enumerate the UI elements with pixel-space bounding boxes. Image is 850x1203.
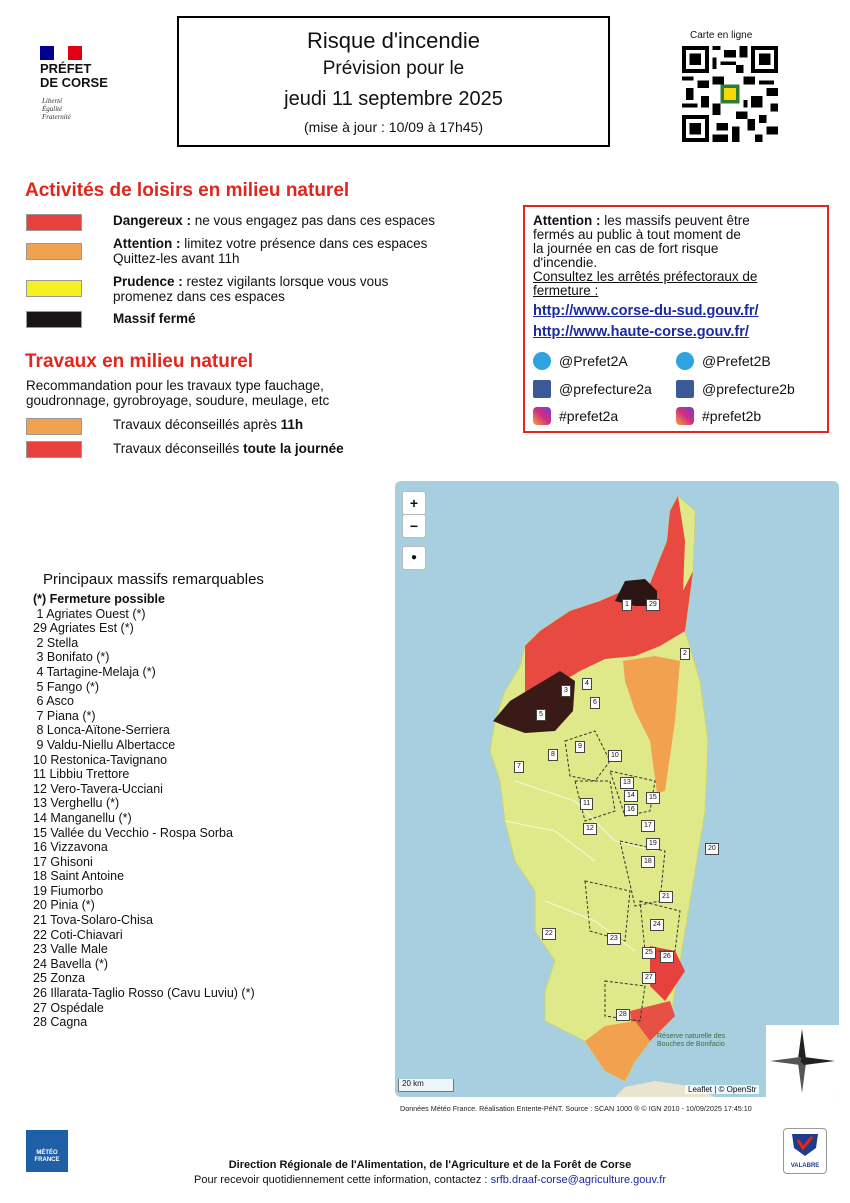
massif-list-item: 6 Asco xyxy=(33,694,74,709)
twitter-icon xyxy=(533,352,551,370)
prefet-logo xyxy=(40,62,108,90)
massif-list-item: 1 Agriates Ouest (*) xyxy=(33,606,146,621)
logo-line2: DE CORSE xyxy=(40,75,108,90)
attention-text4: d'incendie. xyxy=(533,255,598,270)
works-swatch-allday xyxy=(26,441,82,458)
works-allday xyxy=(113,441,344,456)
legend-closed xyxy=(113,311,196,326)
massif-list-item: 27 Ospédale xyxy=(33,1000,104,1015)
massif-list-item: 10 Restonica-Tavignano xyxy=(33,752,168,767)
attention-text2: fermés au public à tout moment de xyxy=(533,227,741,242)
works-intro-line1: Recommandation pour les travaux type fauchage, xyxy=(26,378,324,393)
motto-fraternite: Fraternité xyxy=(42,113,71,121)
massif-list-item: 12 Vero-Tavera-Ucciani xyxy=(33,781,163,796)
qr-code-icon[interactable] xyxy=(682,46,778,142)
attention-consult2: fermeture : xyxy=(533,283,599,298)
legend-swatch-closed xyxy=(26,311,82,328)
massif-list-item: 5 Fango (*) xyxy=(33,679,100,694)
massif-list-item: 24 Bavella (*) xyxy=(33,956,109,971)
map-massif-marker[interactable]: 21 xyxy=(659,891,673,903)
map-massif-marker[interactable]: 5 xyxy=(536,709,546,721)
map-massif-marker[interactable]: 22 xyxy=(542,928,556,940)
map-massif-marker[interactable]: 6 xyxy=(590,697,600,709)
facebook-2a[interactable] xyxy=(533,380,652,398)
instagram-2b[interactable] xyxy=(676,407,761,425)
attention-text1: les massifs peuvent être xyxy=(600,213,750,228)
footer-contact-text: Pour recevoir quotidiennement cette information, contactez : xyxy=(194,1174,491,1186)
massif-list-item: 22 Coti-Chiavari xyxy=(33,927,123,942)
map-massif-marker[interactable]: 12 xyxy=(583,823,597,835)
marianne-logo-flag xyxy=(40,46,84,60)
footer-contact xyxy=(140,1174,720,1186)
reserve-label: Réserve naturelle des Bouches de Bonifacio xyxy=(657,1033,726,1048)
facebook-2b[interactable] xyxy=(676,380,795,398)
forecast-date: jeudi 11 septembre 2025 xyxy=(284,88,503,110)
compass-rose xyxy=(766,1025,839,1097)
logo-line1: PRÉFET xyxy=(40,61,92,76)
zoom-in-button[interactable]: + xyxy=(402,491,426,515)
attention-box xyxy=(523,205,829,433)
map-massif-marker[interactable]: 18 xyxy=(641,856,655,868)
instagram-2a[interactable] xyxy=(533,407,618,425)
works-allday-bold: toute la journée xyxy=(243,441,344,456)
instagram-2a-label: #prefet2a xyxy=(559,408,619,424)
page-subtitle: Prévision pour le xyxy=(322,58,465,79)
map-massif-marker[interactable]: 13 xyxy=(620,777,634,789)
legend-attention-text2: Quittez-les avant 11h xyxy=(113,251,240,266)
massif-list-item: 29 Agriates Est (*) xyxy=(33,621,134,636)
massif-list-item: 26 Illarata-Taglio Rosso (Cavu Luviu) (*) xyxy=(33,986,255,1001)
facebook-2a-label: @prefecture2a xyxy=(559,381,652,397)
page-title: Risque d'incendie xyxy=(307,28,480,53)
fire-risk-map[interactable] xyxy=(395,481,839,1097)
map-massif-marker[interactable]: 1 xyxy=(622,599,632,611)
legend-swatch-dangerous xyxy=(26,214,82,231)
massif-list-item: 25 Zonza xyxy=(33,971,86,986)
twitter-2b-label: @Prefet2B xyxy=(702,353,771,369)
massif-list-item: 20 Pinia (*) xyxy=(33,898,95,913)
works-allday-text: Travaux déconseillés xyxy=(113,441,244,456)
legend-dangerous-text: ne vous engagez pas dans ces espaces xyxy=(191,213,435,228)
footer-email-link[interactable]: srfb.draaf-corse@agriculture.gouv.fr xyxy=(490,1174,666,1186)
map-credits: Données Météo France. Réalisation Entente-PéNT. Source : SCAN 1000 ® © IGN 2010 - 10/09/2025 17:45:10 xyxy=(400,1104,752,1113)
massifs-heading: Principaux massifs remarquables xyxy=(43,571,264,588)
map-massif-marker[interactable]: 25 xyxy=(642,947,656,959)
map-massif-marker[interactable]: 3 xyxy=(561,685,571,697)
massif-list-item: 28 Cagna xyxy=(33,1015,88,1030)
map-massif-marker[interactable]: 29 xyxy=(646,599,660,611)
corsica-map-svg xyxy=(395,481,839,1097)
legend-attention xyxy=(113,236,427,266)
attention-text3: la journée en cas de fort risque xyxy=(533,241,719,256)
legend-dangerous-label: Dangereux : xyxy=(113,213,192,228)
works-heading: Travaux en milieu naturel xyxy=(25,351,254,372)
qr-label: Carte en ligne xyxy=(690,30,753,41)
massif-list-item: 19 Fiumorbo xyxy=(33,883,104,898)
twitter-2a-label: @Prefet2A xyxy=(559,353,628,369)
massif-list-item: 17 Ghisoni xyxy=(33,854,93,869)
instagram-2b-label: #prefet2b xyxy=(702,408,762,424)
map-massif-marker[interactable]: 17 xyxy=(641,820,655,832)
map-massif-marker[interactable]: 11 xyxy=(580,798,593,810)
link-haute-corse[interactable]: http://www.haute-corse.gouv.fr/ xyxy=(533,324,749,340)
map-massif-marker[interactable]: 14 xyxy=(624,790,638,802)
massif-list-item: 13 Verghellu (*) xyxy=(33,796,120,811)
twitter-2b[interactable] xyxy=(676,352,771,370)
massifs-list xyxy=(33,592,255,1030)
map-massif-marker[interactable]: 16 xyxy=(624,804,638,816)
map-massif-marker[interactable]: 20 xyxy=(705,843,719,855)
legend-attention-label: Attention : xyxy=(113,236,181,251)
massif-list-item: 21 Tova-Solaro-Chisa xyxy=(33,913,153,928)
meteo-logo-line2: FRANCE xyxy=(34,1157,60,1163)
compass-icon xyxy=(766,1025,839,1097)
works-swatch-after11 xyxy=(26,418,82,435)
motto-egalite: Égalité xyxy=(42,105,63,113)
legend-attention-text: limitez votre présence dans ces espaces xyxy=(180,236,428,251)
map-massif-marker[interactable]: 23 xyxy=(607,933,621,945)
update-time: (mise à jour : 10/09 à 17h45) xyxy=(304,119,483,135)
massif-list-item: 3 Bonifato (*) xyxy=(33,650,110,665)
attention-consult1: Consultez les arrêtés préfectoraux de xyxy=(533,269,758,284)
works-after11-text: Travaux déconseillés après xyxy=(113,417,281,432)
attention-label: Attention : xyxy=(533,213,601,228)
valabre-logo xyxy=(783,1128,827,1174)
map-massif-marker[interactable]: 26 xyxy=(660,951,674,963)
leisure-heading: Activités de loisirs en milieu naturel xyxy=(25,180,350,201)
instagram-icon xyxy=(533,407,551,425)
legend-prudence-text: restez vigilants lorsque vous vous xyxy=(182,274,389,289)
zoom-out-button[interactable]: − xyxy=(402,514,426,538)
footer-direction: Direction Régionale de l'Alimentation, de l'Agriculture et de la Forêt de Corse xyxy=(228,1159,632,1171)
map-massif-marker[interactable]: 4 xyxy=(582,678,592,690)
massifs-note: (*) Fermeture possible xyxy=(33,592,165,606)
map-massif-marker[interactable]: 24 xyxy=(650,919,664,931)
map-massif-marker[interactable]: 19 xyxy=(646,838,660,850)
map-massif-marker[interactable]: 27 xyxy=(642,972,656,984)
map-massif-marker[interactable]: 7 xyxy=(514,761,524,773)
massif-list-item: 7 Piana (*) xyxy=(33,708,96,723)
twitter-2a[interactable] xyxy=(533,352,628,370)
facebook-icon xyxy=(533,380,551,398)
legend-prudence-label: Prudence : xyxy=(113,274,183,289)
map-attribution[interactable]: Leaflet | © OpenStr xyxy=(685,1085,759,1094)
map-massif-marker[interactable]: 28 xyxy=(616,1009,630,1021)
facebook-2b-label: @prefecture2b xyxy=(702,381,795,397)
twitter-icon xyxy=(676,352,694,370)
massif-list-item: 14 Manganellu (*) xyxy=(33,810,132,825)
logo-motto xyxy=(42,97,71,121)
massif-list-item: 8 Lonca-Aïtone-Serriera xyxy=(33,723,170,738)
map-massif-marker[interactable]: 8 xyxy=(548,749,558,761)
massif-list-item: 9 Valdu-Niellu Albertacce xyxy=(33,737,176,752)
meteo-logo-line1: MÉTÉO xyxy=(36,1150,58,1156)
valabre-label: VALABRE xyxy=(790,1163,820,1169)
massif-list-item: 4 Tartagine-Melaja (*) xyxy=(33,664,156,679)
massif-items xyxy=(33,607,255,1030)
works-after11-bold: 11h xyxy=(280,417,304,432)
title-box xyxy=(177,16,610,147)
map-massif-marker[interactable]: 2 xyxy=(680,648,690,660)
massif-list-item: 11 Libbiu Trettore xyxy=(33,767,130,782)
works-intro xyxy=(26,378,329,408)
legend-swatch-prudence xyxy=(26,280,82,297)
works-intro-line2: goudronnage, gyrobroyage, soudure, meulage, etc xyxy=(26,393,330,408)
link-corse-du-sud[interactable]: http://www.corse-du-sud.gouv.fr/ xyxy=(533,303,759,319)
map-massif-marker[interactable]: 9 xyxy=(575,741,585,753)
facebook-icon xyxy=(676,380,694,398)
instagram-icon xyxy=(676,407,694,425)
massif-list-item: 23 Valle Male xyxy=(33,942,108,957)
legend-prudence-text2: promenez dans ces espaces xyxy=(113,289,285,304)
massif-list-item: 15 Vallée du Vecchio - Rospa Sorba xyxy=(33,825,233,840)
motto-liberte: Liberté xyxy=(42,97,63,105)
locate-button[interactable]: ● xyxy=(402,546,426,570)
map-massif-marker[interactable]: 15 xyxy=(646,792,660,804)
valabre-shield-icon xyxy=(790,1132,820,1158)
massif-list-item: 16 Vizzavona xyxy=(33,840,108,855)
map-massif-marker[interactable]: 10 xyxy=(608,750,622,762)
massif-list-item: 2 Stella xyxy=(33,635,79,650)
massif-list-item: 18 Saint Antoine xyxy=(33,869,125,884)
legend-swatch-attention xyxy=(26,243,82,260)
legend-dangerous xyxy=(113,213,435,228)
scale-bar: 20 km xyxy=(398,1079,454,1092)
meteo-france-logo xyxy=(26,1130,68,1172)
legend-prudence xyxy=(113,274,388,304)
legend-closed-label: Massif fermé xyxy=(113,311,196,326)
works-after11 xyxy=(113,417,303,432)
